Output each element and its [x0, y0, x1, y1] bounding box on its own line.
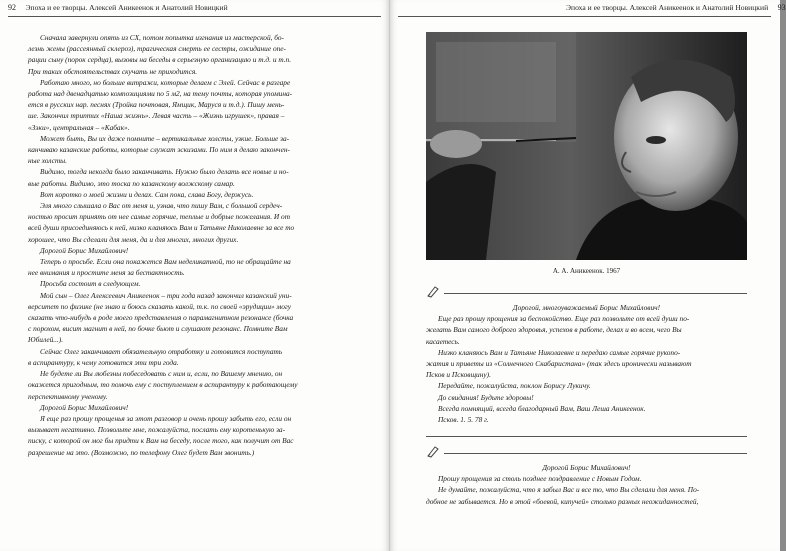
text-line: всей души присоединяюсь к ней, низко кланяюсь Вам и Татьяне Николаевне за все то — [28, 223, 295, 233]
text-line: Юбилей...). — [28, 335, 64, 345]
text-line: Я еще раз прошу прощенья за этот разговор и очень прошу забыть его, если он — [40, 413, 292, 423]
text-line: Псков и Псковщину). — [426, 370, 491, 380]
text-line: ется в русских нар. песнях (Тройка почтовая, Ямщик, Маруся и т.д.). Пишу мень- — [28, 100, 285, 110]
text-line: Прошу прощения за столь позднее поздравление с Новым Годом. — [438, 474, 642, 484]
text-line: Мой сын – Олег Алексеевич Аникеенок – три года назад закончил казанский уни- — [40, 290, 292, 300]
portrait-photo — [426, 32, 747, 260]
right-page-header — [566, 3, 786, 12]
quill-pen-icon — [426, 444, 440, 458]
text-line: Всегда помнящий, всегда благодарный Вам, Ваш Леша Аникеенок. — [438, 403, 646, 413]
text-line: Теперь о просьбе. Если она покажется Вам неделикатной, то не обращайте на — [40, 257, 291, 267]
text-line: перспективному ученому. — [28, 391, 108, 401]
text-line: нее внимания и простите меня за бестактность. — [28, 268, 185, 278]
text-line: вые работы. Видимо, это тоска по казанскому волжскому самар. — [28, 178, 235, 188]
text-line: окажется пригодным, то помочь ему с поступлением в аспирантуру к работающему — [28, 380, 298, 390]
right-running-head: Эпоха и ее творцы. Алексей Аникеенок и Анатолий Новицкий — [566, 3, 769, 12]
text-line: Сейчас Олег заканчивает обязательную отработку и готовится поступать — [40, 346, 283, 356]
text-line: Работаю много, но больше витражи, которые делаем с Элей. Сейчас в разгаре — [40, 77, 291, 87]
left-running-head: Эпоха и ее творцы. Алексей Аникеенок и Анатолий Новицкий — [25, 3, 228, 12]
letter2-top-rule — [444, 453, 747, 454]
text-line: Низко кланяюсь Вам и Татьяне Николаевне и передаю самые горячие рукопо- — [438, 347, 681, 357]
text-line: Просьба состоит в следующем. — [40, 279, 141, 289]
text-line: лезнь жены (рассеянный склероз), трагическая смерть ее сестры, ожидание опе- — [28, 44, 286, 54]
letter2-text — [426, 462, 747, 507]
right-page-number: 93 — [777, 3, 786, 12]
text-line: Эля много слышала о Вас от меня и, узнав, что пишу Вам, с большой сердеч- — [40, 201, 283, 211]
text-line: в аспирантуру, к чему готовится эти три года. — [28, 357, 179, 367]
text-line: вызывает негативно. Позвольте мне, пожалуйста, послать ему коротенькую за- — [28, 425, 286, 435]
text-line: добное не забывается. Но в этой «боевой, кипучей» столько разных неожиданностей, — [426, 496, 699, 506]
left-header-rule — [8, 16, 381, 17]
text-line: ные холсты. — [28, 156, 67, 166]
text-line: Передайте, пожалуйста, поклон Борису Лукичу. — [438, 381, 591, 391]
text-line: Может быть, Вы их даже помните – вертикальные холсты, узкие. Больше за- — [40, 133, 290, 143]
text-line: До свидания! Будьте здоровы! — [438, 392, 534, 402]
left-letter-text — [28, 32, 363, 458]
text-line: касаетесь. — [426, 336, 460, 346]
text-line: рации сыну (порок сердца), вызовы на беседы в серьезную организацию и т.д. и т.п. — [28, 55, 292, 65]
letter1-top-rule — [444, 293, 747, 294]
text-line: Псков. 1. 5. 78 г. — [438, 415, 489, 425]
text-line: канчиваю казанские работы, которые служат эскизами. По ним я делаю закончен- — [28, 145, 290, 155]
text-line: ше. Закончил триптих «Наша жизнь». Левая часть – «Жизнь игрушек», правая – — [28, 111, 285, 121]
text-line: Дорогой, многоуважаемый Борис Михайлович! — [512, 303, 661, 312]
text-line: писку, с которой он мог бы придти к Вам на беседу, после того, как получит от Вас — [28, 436, 294, 446]
portrait-illustration — [426, 32, 747, 260]
left-page-number: 92 — [8, 3, 16, 12]
text-line: разрешение на это. (Возможно, по телефону Олег будет Вам звонить.) — [28, 447, 255, 457]
text-line: жатия и приветы из «Солнечного Скабаристана» (так здесь иронически называют — [426, 359, 692, 369]
text-line: верситет по физике (не знаю и боюсь сказать какой, т.к. по своей «эрудиции» могу — [28, 301, 291, 311]
letter1-bottom-rule — [426, 436, 747, 437]
left-page-header — [8, 3, 228, 12]
text-line: Дорогой Борис Михайлович! — [40, 245, 129, 255]
text-line: Видимо, тогда некогда было заканчивать. Нужно было делать все новые и но- — [40, 167, 289, 177]
text-line: Дорогой Борис Михайлович! — [40, 402, 129, 412]
text-line: Не будете ли Вы любезны побеседовать с ним и, если, по Вашему мнению, он — [40, 369, 283, 379]
text-line: ностью просит принять от нее самые горячие, теплые и добрые пожелания. И от — [28, 212, 291, 222]
text-line: Еще раз прошу прощения за беспокойство. Еще раз позвольте от всей души по- — [438, 314, 690, 324]
text-line: Дорогой Борис Михайлович! — [542, 463, 631, 472]
text-line: Сначала завернули опять из СХ, потом попытка изгнания из мастерской, бо- — [40, 33, 284, 42]
photo-caption: А. А. Аникеенок. 1967 — [552, 267, 621, 275]
right-page — [390, 0, 786, 551]
text-line: сказать что-нибудь в роде моего представления о парамагнитном резонансе (бочка — [28, 313, 294, 323]
text-line: Вот коротко о моей жизни и делах. Сам пока, слава Богу, держусь. — [40, 189, 254, 199]
text-line: работа над двенадцатью композициями по 5 м2, на тему почты, которая упомина- — [28, 89, 293, 99]
letter1-text — [426, 302, 747, 425]
text-line: «Зэки», центральная – «Кабак». — [28, 122, 130, 132]
text-line: с порохом, висит магнит в ней, по бочке бьют и слушают резонанс. Помните Вам — [28, 324, 288, 334]
quill-pen-icon — [426, 284, 440, 298]
text-line: хорошее, что Вы сделали для меня, да и для многих, многих других. — [28, 234, 239, 244]
right-header-rule — [398, 16, 771, 17]
text-line: При таких обстоятельствах скучать не приходится. — [28, 66, 198, 76]
left-page — [0, 0, 390, 551]
text-line: Не думайте, пожалуйста, что я забыл Вас и все то, что Вы сделали для меня. По- — [438, 485, 700, 495]
text-line: желать Вам самого доброго здоровья, успехов в работе, делах и во всем, чего Вы — [426, 325, 682, 335]
